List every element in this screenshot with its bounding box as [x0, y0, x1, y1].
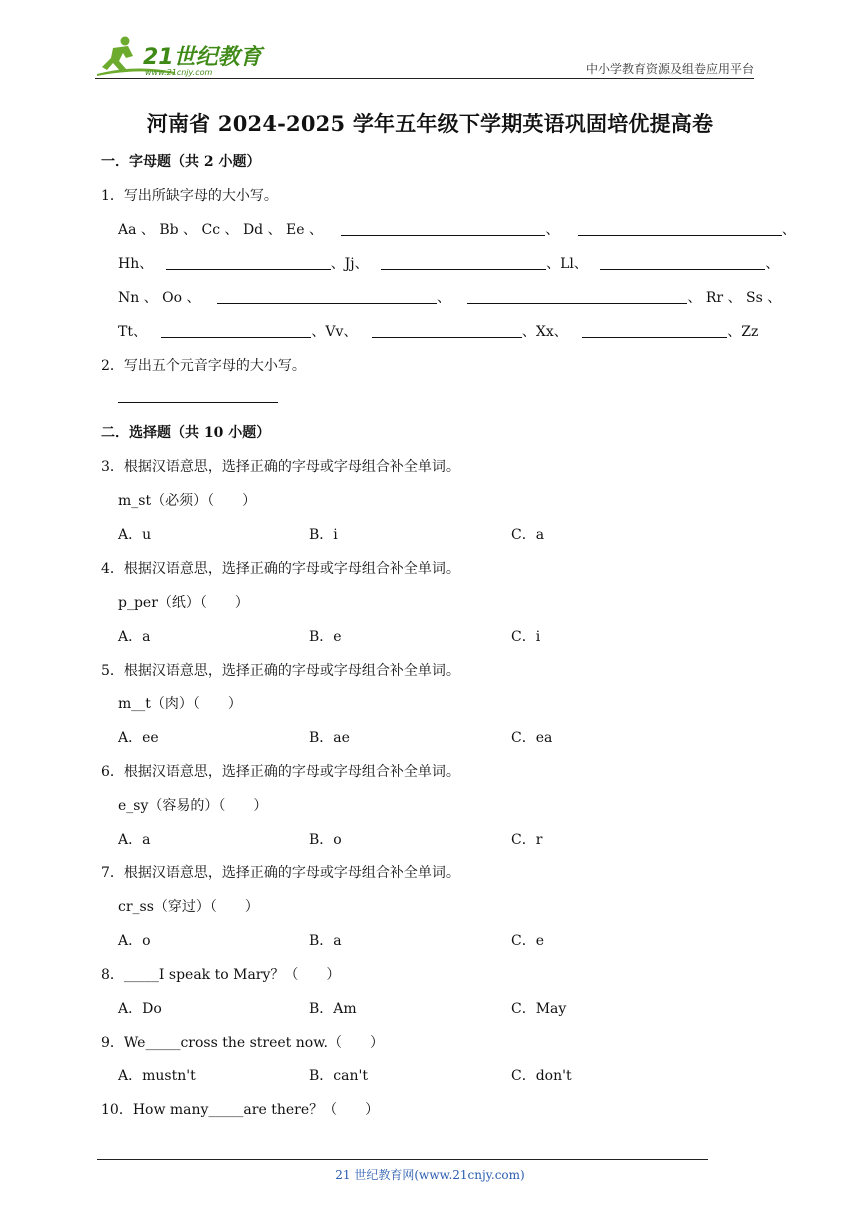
question-9-stem: 9．We_____cross the street now.（ ） [101, 1035, 384, 1051]
answer-blank[interactable] [467, 289, 687, 304]
option-a[interactable]: A．o [118, 933, 151, 949]
option-a[interactable]: A．ee [118, 730, 159, 746]
option-c[interactable]: C．i [511, 629, 541, 645]
option-c[interactable]: C．ea [511, 730, 553, 746]
option-a[interactable]: A．a [118, 629, 151, 645]
option-b[interactable]: B．Am [309, 1001, 357, 1017]
option-c[interactable]: C．don't [511, 1068, 572, 1084]
header-divider [95, 78, 754, 79]
svg-text:www.21cnjy.com: www.21cnjy.com [145, 68, 213, 77]
question-5-word: m__t（肉）（ ） [118, 696, 242, 712]
question-7-word: cr_ss（穿过）（ ） [118, 899, 259, 915]
site-logo [95, 34, 265, 78]
platform-name: 中小学教育资源及组卷应用平台 [585, 62, 754, 76]
question-4-stem: 4．根据汉语意思，选择正确的字母或字母组合补全单词。 [101, 561, 460, 577]
section-heading-letters: 一．字母题（共 2 小题） [101, 154, 261, 170]
page-title: 河南省 2024-2025 学年五年级下学期英语巩固培优提高卷 [146, 111, 714, 136]
question-1-row-2: Hh、 、Jj、 、Ll、 、 [118, 256, 780, 272]
question-7-stem: 7．根据汉语意思，选择正确的字母或字母组合补全单词。 [101, 865, 460, 881]
question-2-answer-line[interactable] [118, 388, 278, 405]
footer-link[interactable]: 21 世纪教育网(www.21cnjy.com) [335, 1168, 525, 1182]
option-c[interactable]: C．r [511, 832, 543, 848]
section-heading-choice: 二．选择题（共 10 小题） [101, 425, 271, 441]
question-3-stem: 3．根据汉语意思，选择正确的字母或字母组合补全单词。 [101, 459, 460, 475]
question-4-word: p_per（纸）（ ） [118, 595, 249, 611]
question-2-stem: 2．写出五个元音字母的大小写。 [101, 358, 306, 374]
answer-blank[interactable] [161, 323, 311, 338]
option-a[interactable]: A．a [118, 832, 151, 848]
question-1-row-1: Aa 、 Bb 、 Cc 、 Dd 、 Ee 、 、 、 [118, 222, 796, 238]
answer-blank[interactable] [600, 255, 765, 270]
question-8-stem: 8．_____I speak to Mary？（ ） [101, 967, 341, 983]
option-b[interactable]: B．e [309, 629, 342, 645]
question-3-word: m_st（必须）（ ） [118, 493, 257, 509]
footer-divider [97, 1159, 708, 1160]
option-b[interactable]: B．i [309, 527, 338, 543]
option-b[interactable]: B．ae [309, 730, 350, 746]
option-b[interactable]: B．o [309, 832, 342, 848]
option-c[interactable]: C．a [511, 527, 545, 543]
answer-blank[interactable] [341, 221, 545, 236]
answer-blank[interactable] [582, 323, 727, 338]
question-1-stem: 1．写出所缺字母的大小写。 [101, 188, 278, 204]
option-a[interactable]: A．Do [118, 1001, 162, 1017]
answer-blank[interactable] [372, 323, 522, 338]
option-a[interactable]: A．mustn't [118, 1068, 196, 1084]
question-6-word: e_sy（容易的）（ ） [118, 798, 268, 814]
question-10-stem: 10．How many_____are there？（ ） [101, 1102, 380, 1118]
answer-blank[interactable] [217, 289, 437, 304]
question-6-stem: 6．根据汉语意思，选择正确的字母或字母组合补全单词。 [101, 764, 460, 780]
option-c[interactable]: C．May [511, 1001, 567, 1017]
option-b[interactable]: B．can't [309, 1068, 368, 1084]
option-a[interactable]: A．u [118, 527, 152, 543]
question-1-row-3: Nn 、 Oo 、 、 、 Rr 、 Ss 、 [118, 290, 782, 306]
svg-text:21世纪教育: 21世纪教育 [143, 45, 262, 70]
answer-blank[interactable] [381, 255, 546, 270]
question-1-row-4: Tt、 、Vv、 、Xx、 、Zz [118, 324, 759, 340]
option-b[interactable]: B．a [309, 933, 342, 949]
question-5-stem: 5．根据汉语意思，选择正确的字母或字母组合补全单词。 [101, 663, 460, 679]
answer-blank[interactable] [578, 221, 782, 236]
answer-blank[interactable] [166, 255, 331, 270]
option-c[interactable]: C．e [511, 933, 544, 949]
